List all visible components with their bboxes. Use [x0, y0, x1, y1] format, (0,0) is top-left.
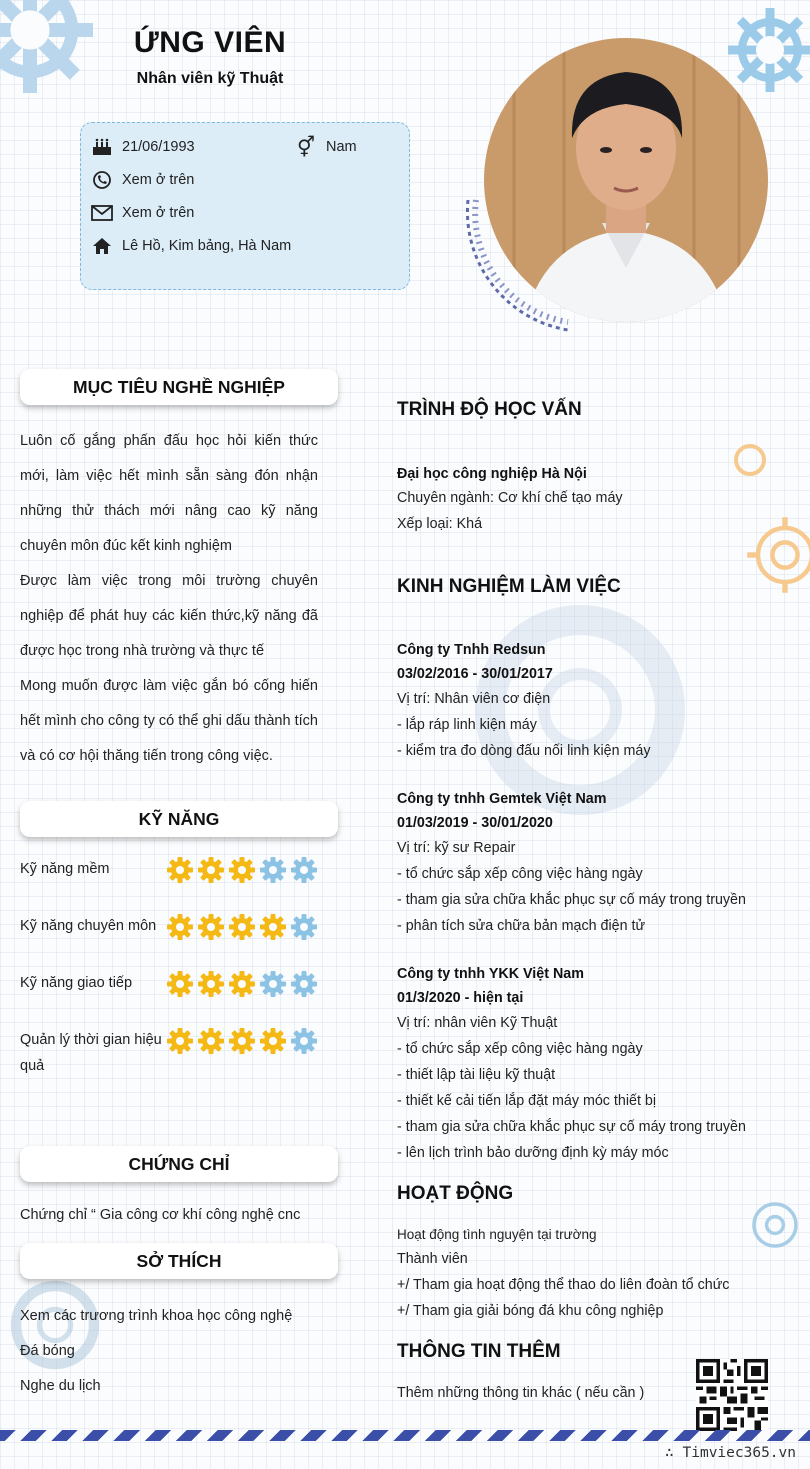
experience-header: KINH NGHIỆM LÀM VIỆC: [397, 576, 621, 597]
hobby-item: Xem các trương trình khoa học công nghệ: [20, 1308, 293, 1324]
experience-company: Công ty Tnhh Redsun: [397, 642, 546, 658]
gear-decoration-icon: [725, 430, 775, 490]
contact-info-box: [80, 122, 410, 290]
objective-paragraph: Được làm việc trong môi trường chuyên nghiệp để phát huy các kiến thức,kỹ năng đã được học trong nhà trường và thực tế: [20, 573, 318, 659]
qr-code-icon: [696, 1359, 768, 1431]
objective-header: MỤC TIÊU NGHỀ NGHIỆP: [20, 369, 338, 405]
objective-text: [20, 424, 318, 774]
certificates-header: CHỨNG CHỈ: [20, 1146, 338, 1182]
hobby-item: Nghe du lịch: [20, 1378, 101, 1394]
experience-line: - kiểm tra đo dòng đấu nối linh kiện máy: [397, 743, 651, 759]
skill-rating: [166, 1027, 318, 1055]
rating-gear-filled-icon: [197, 970, 225, 998]
experience-line: - thiết kế cải tiến lắp đặt máy móc thiết bị: [397, 1093, 657, 1109]
experience-line: - lắp ráp linh kiện máy: [397, 717, 537, 733]
rating-gear-filled-icon: [197, 856, 225, 884]
home-icon: [91, 236, 113, 256]
skills-header: KỸ NĂNG: [20, 801, 338, 837]
objective-paragraph: Mong muốn được làm việc gắn bó cống hiến hết mình cho công ty có thể ghi dấu thành tích và có cơ hội thăng tiến trong công việc.: [20, 678, 318, 764]
experience-line: Vị trí: Nhân viên cơ điện: [397, 691, 551, 707]
experience-line: Vị trí: kỹ sư Repair: [397, 840, 516, 856]
experience-period: 01/03/2019 - 30/01/2020: [397, 815, 553, 831]
rating-gear-filled-icon: [166, 856, 194, 884]
certificate-item: Chứng chỉ “ Gia công cơ khí công nghệ cnc: [20, 1207, 301, 1223]
skill-name: Kỹ năng chuyên môn: [20, 918, 157, 934]
education-header: TRÌNH ĐỘ HỌC VẤN: [397, 399, 582, 420]
skill-rating: [166, 913, 318, 941]
gender-row: [295, 137, 357, 157]
address-row: [91, 236, 291, 256]
rating-gear-filled-icon: [197, 1027, 225, 1055]
candidate-name: ỨNG VIÊN: [133, 26, 287, 59]
activity-line: +/ Tham gia giải bóng đá khu công nghiệp: [397, 1303, 664, 1319]
footer-stripe: [0, 1430, 810, 1441]
rating-gear-empty-icon: [259, 856, 287, 884]
candidate-photo: [484, 38, 768, 322]
rating-gear-filled-icon: [228, 856, 256, 884]
birthday-row: [91, 137, 195, 157]
skill-rating: [166, 856, 318, 884]
gear-decoration-icon: [740, 1180, 810, 1270]
rating-gear-filled-icon: [166, 913, 194, 941]
rating-gear-empty-icon: [290, 1027, 318, 1055]
experience-line: Vị trí: nhân viên Kỹ Thuật: [397, 1015, 558, 1031]
rating-gear-filled-icon: [259, 1027, 287, 1055]
address-value: Lê Hồ, Kim bảng, Hà Nam: [122, 238, 292, 254]
site-watermark: ∴ Timviec365.vn: [665, 1445, 796, 1461]
activities-header: HOẠT ĐỘNG: [397, 1183, 514, 1204]
skill-name: Kỹ năng giao tiếp: [20, 975, 133, 991]
experience-line: - tham gia sửa chữa khắc phục sự cố máy trong truyền: [397, 1119, 746, 1135]
phone-icon: [91, 170, 113, 190]
envelope-icon: [91, 203, 113, 223]
skill-rating: [166, 970, 318, 998]
experience-line: - phân tích sửa chữa bản mạch điện tử: [397, 918, 646, 934]
education-major: Chuyên ngành: Cơ khí chế tạo máy: [397, 490, 623, 506]
extra-info-header: THÔNG TIN THÊM: [397, 1341, 561, 1362]
experience-period: 01/3/2020 - hiện tại: [397, 990, 524, 1006]
email-row: [91, 203, 194, 223]
experience-period: 03/02/2016 - 30/01/2017: [397, 666, 553, 682]
email-value: Xem ở trên: [122, 205, 195, 221]
phone-row: [91, 170, 194, 190]
cake-icon: [91, 137, 113, 157]
rating-gear-empty-icon: [259, 970, 287, 998]
objective-paragraph: Luôn cố gắng phấn đấu học hỏi kiến thức mới, làm việc hết mình sẵn sàng đón nhận những thử thách mới nâng cao kỹ năng chuyên môn đúc kết kinh nghiệm: [20, 433, 318, 554]
activity-line: Hoạt động tình nguyện tại trường: [397, 1227, 597, 1242]
gender-value: Nam: [326, 139, 357, 155]
rating-gear-empty-icon: [290, 970, 318, 998]
experience-line: - lên lịch trình bảo dưỡng định kỳ máy móc: [397, 1145, 669, 1161]
hobby-item: Đá bóng: [20, 1343, 75, 1359]
rating-gear-filled-icon: [166, 1027, 194, 1055]
gender-icon: ⚥: [296, 136, 316, 159]
phone-value: Xem ở trên: [122, 172, 195, 188]
extra-info-text: Thêm những thông tin khác ( nếu cần ): [397, 1385, 645, 1401]
rating-gear-filled-icon: [259, 913, 287, 941]
job-title: Nhân viên kỹ Thuật: [136, 70, 284, 87]
rating-gear-filled-icon: [166, 970, 194, 998]
experience-line: - tổ chức sắp xếp công việc hàng ngày: [397, 866, 643, 882]
experience-line: - tham gia sửa chữa khắc phục sự cố máy trong truyền: [397, 892, 746, 908]
skill-name: Quản lý thời gian hiệu quả: [20, 1032, 162, 1074]
gear-decoration-icon: [0, 1260, 120, 1390]
hobbies-header: SỞ THÍCH: [20, 1243, 338, 1279]
education-grade: Xếp loại: Khá: [397, 516, 483, 532]
rating-gear-filled-icon: [197, 913, 225, 941]
birthday-value: 21/06/1993: [122, 139, 195, 155]
gear-decoration-icon: [720, 0, 810, 100]
experience-line: - tổ chức sắp xếp công việc hàng ngày: [397, 1041, 643, 1057]
experience-company: Công ty tnhh YKK Việt Nam: [397, 966, 584, 982]
rating-gear-filled-icon: [228, 970, 256, 998]
experience-company: Công ty tnhh Gemtek Việt Nam: [397, 791, 607, 807]
activity-line: +/ Tham gia hoạt động thể thao do liên đoàn tổ chức: [397, 1277, 730, 1293]
rating-gear-filled-icon: [228, 913, 256, 941]
rating-gear-filled-icon: [228, 1027, 256, 1055]
experience-line: - thiết lập tài liệu kỹ thuật: [397, 1067, 556, 1083]
skill-name: Kỹ năng mềm: [20, 861, 110, 877]
rating-gear-empty-icon: [290, 856, 318, 884]
rating-gear-empty-icon: [290, 913, 318, 941]
education-school: Đại học công nghiệp Hà Nội: [397, 466, 587, 482]
gear-decoration-icon: [740, 500, 810, 610]
activity-line: Thành viên: [397, 1251, 468, 1267]
